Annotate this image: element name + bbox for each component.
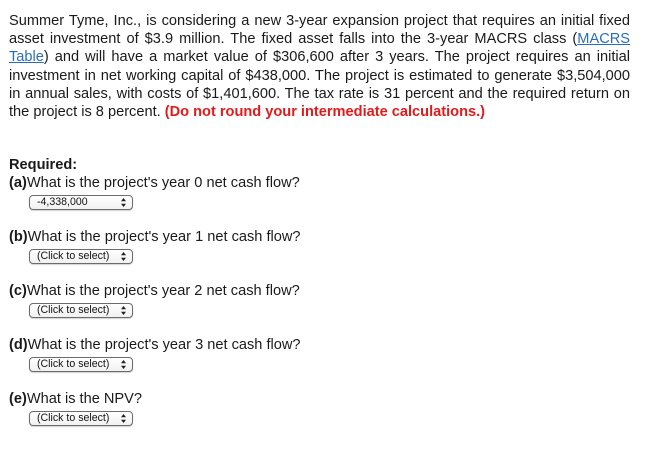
up-down-arrows-icon (120, 250, 127, 263)
answer-a-value: -4,338,000 (37, 196, 88, 208)
answer-b-select[interactable] (29, 249, 133, 264)
problem-statement (9, 12, 630, 121)
macrs-table-link[interactable]: MACRS Table (9, 31, 630, 66)
question-e-text: What is the NPV? (26, 391, 143, 407)
question-d (9, 337, 301, 353)
required-heading: Required: (9, 157, 78, 173)
question-b-text: What is the project's year 1 net cash flow? (27, 229, 301, 245)
question-c (9, 283, 300, 299)
answer-b-value: (Click to select) (37, 250, 110, 262)
question-d-tag: (d) (9, 337, 28, 353)
question-b-tag: (b) (9, 229, 28, 245)
question-a-text: What is the project's year 0 net cash flow? (26, 175, 300, 191)
answer-d-select[interactable] (29, 357, 133, 372)
problem-text-1: Summer Tyme, Inc., is considering a new 3-year expansion project that requires an initial fixed asset investment of $3.9 million. The fixed asset falls into the 3-year MACRS class ( (9, 13, 630, 48)
question-e-tag: (e) (9, 391, 27, 407)
rounding-instruction: (Do not round your intermediate calculations.) (164, 104, 486, 121)
question-b (9, 229, 301, 245)
question-a-tag: (a) (9, 175, 27, 191)
answer-c-select[interactable] (29, 303, 133, 318)
question-a (9, 175, 300, 191)
answer-a-select[interactable] (29, 195, 133, 210)
question-e (9, 391, 142, 407)
up-down-arrows-icon (120, 304, 127, 317)
up-down-arrows-icon (120, 196, 127, 209)
question-c-tag: (c) (9, 283, 27, 299)
up-down-arrows-icon (120, 358, 127, 371)
answer-e-select[interactable] (29, 411, 133, 426)
answer-c-value: (Click to select) (37, 304, 110, 316)
up-down-arrows-icon (120, 412, 127, 425)
question-c-text: What is the project's year 2 net cash flow? (26, 283, 300, 299)
problem-text-2: ) and will have a market value of $306,600 after 3 years. The project requires an initial investment in net working capital of $438,000. The project is estimated to generate $3,504,000 in annual sales, with costs of $1,401,600. The tax rate is 31 percent and the required return on the project is 8 percent. (9, 49, 630, 121)
answer-e-value: (Click to select) (37, 412, 110, 424)
question-d-text: What is the project's year 3 net cash flow? (27, 337, 301, 353)
answer-d-value: (Click to select) (37, 358, 110, 370)
